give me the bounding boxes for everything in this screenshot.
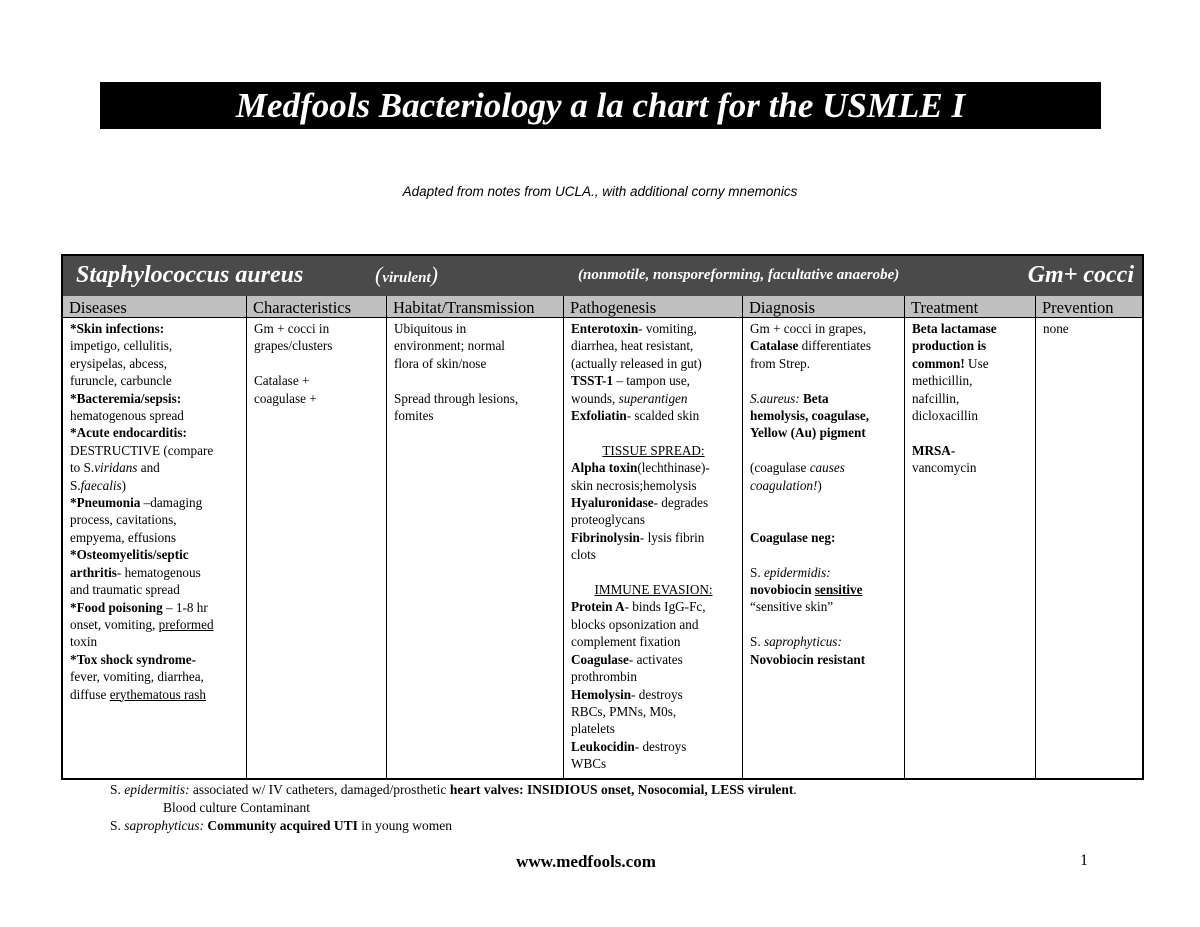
column-header-habitat: Habitat/Transmission bbox=[387, 296, 563, 318]
immune-evasion-heading: IMMUNE EVASION: bbox=[594, 582, 713, 598]
blood-culture-note: Blood culture Contaminant bbox=[163, 800, 310, 815]
column-header-treatment: Treatment bbox=[905, 296, 1035, 318]
organism-tag: (virulent) bbox=[375, 262, 438, 287]
organism-chart bbox=[61, 254, 1144, 780]
diagnosis-cell: Gm + cocci in grapes, Catalase differentiates from Strep. S.aureus: Beta hemolysis, coagulase, Yellow (Au) pigment (coagulase causes coagulation!) Coagulase neg: S. epidermidis: novobiocin sensitive “sensitive skin” S. saprophyticus: Novobiocin resistant bbox=[750, 321, 871, 667]
column-header-characteristics: Characteristics bbox=[247, 296, 386, 318]
column-header-diseases: Diseases bbox=[63, 296, 246, 318]
column-diseases bbox=[63, 296, 247, 778]
pathogenesis-cell: Enterotoxin- vomiting, diarrhea, heat resistant, (actually released in gut) TSST-1 – tampon use, wounds, superantigen Exfoliatin- scalded skin TISSUE SPREAD: Alpha toxin(lechthinase)- skin necrosis;hemolysis Hyaluronidase- degrades proteoglycans Fibrinolysin- lysis fibrin clots IMMUNE EVASION: Protein A- binds IgG-Fc, blocks opsonization and complement fixation Coagulase- activates prothrombin Hemolysin- destroys RBCs, PMNs, M0s, platelets Leukocidin- destroys WBCs bbox=[571, 321, 713, 772]
column-pathogenesis bbox=[564, 296, 743, 778]
tissue-spread-heading: TISSUE SPREAD: bbox=[602, 442, 705, 458]
column-prevention bbox=[1036, 296, 1142, 778]
organism-name: Staphylococcus aureus bbox=[76, 262, 304, 288]
website-link[interactable]: www.medfools.com bbox=[516, 852, 656, 871]
footer-notes bbox=[110, 781, 797, 835]
organism-gram-stain: Gm+ cocci bbox=[1027, 262, 1134, 288]
organism-description: (nonmotile, nonsporeforming, facultative anaerobe) bbox=[578, 267, 900, 283]
column-header-diagnosis: Diagnosis bbox=[743, 296, 904, 318]
saprophyticus-note: S. saprophyticus: Community acquired UTI in young women bbox=[110, 818, 453, 833]
epidermitis-note: S. epidermitis: associated w/ IV catheters, damaged/prosthetic heart valves: INSIDIOUS onset, Nosocomial, LESS virulent. bbox=[110, 782, 797, 797]
column-characteristics bbox=[247, 296, 387, 778]
column-diagnosis bbox=[743, 296, 905, 778]
prevention-cell: none bbox=[1043, 321, 1069, 336]
page-subtitle: Adapted from notes from UCLA., with additional corny mnemonics bbox=[402, 184, 798, 199]
habitat-cell: Ubiquitous in environment; normal flora of skin/nose Spread through lesions, fomites bbox=[394, 321, 519, 424]
page-number: 1 bbox=[1080, 852, 1088, 869]
characteristics-cell: Gm + cocci in grapes/clusters Catalase + coagulase + bbox=[254, 321, 333, 406]
organism-header bbox=[63, 256, 1142, 296]
column-header-pathogenesis: Pathogenesis bbox=[564, 296, 742, 318]
page-title: Medfools Bacteriology a la chart for the USMLE I bbox=[100, 82, 1101, 129]
treatment-cell: Beta lactamase production is common! Use methicillin, nafcillin, dicloxacillin MRSA- vancomycin bbox=[912, 321, 997, 476]
column-habitat bbox=[387, 296, 564, 778]
diseases-cell: *Skin infections: impetigo, cellulitis, erysipelas, abcess, furuncle, carbuncle *Bacteremia/sepsis: hematogenous spread *Acute endocarditis: DESTRUCTIVE (compare to S.viridans and S.faecalis) *Pneumonia –damaging process, cavitations, empyema, effusions *Osteomyelitis/septic arthritis- hematogenous and traumatic spread *Food poisoning – 1-8 hr onset, vomiting, preformed toxin *Tox shock syndrome- fever, vomiting, diarrhea, diffuse erythematous rash bbox=[70, 321, 214, 702]
column-treatment bbox=[905, 296, 1036, 778]
column-header-prevention: Prevention bbox=[1036, 296, 1142, 318]
